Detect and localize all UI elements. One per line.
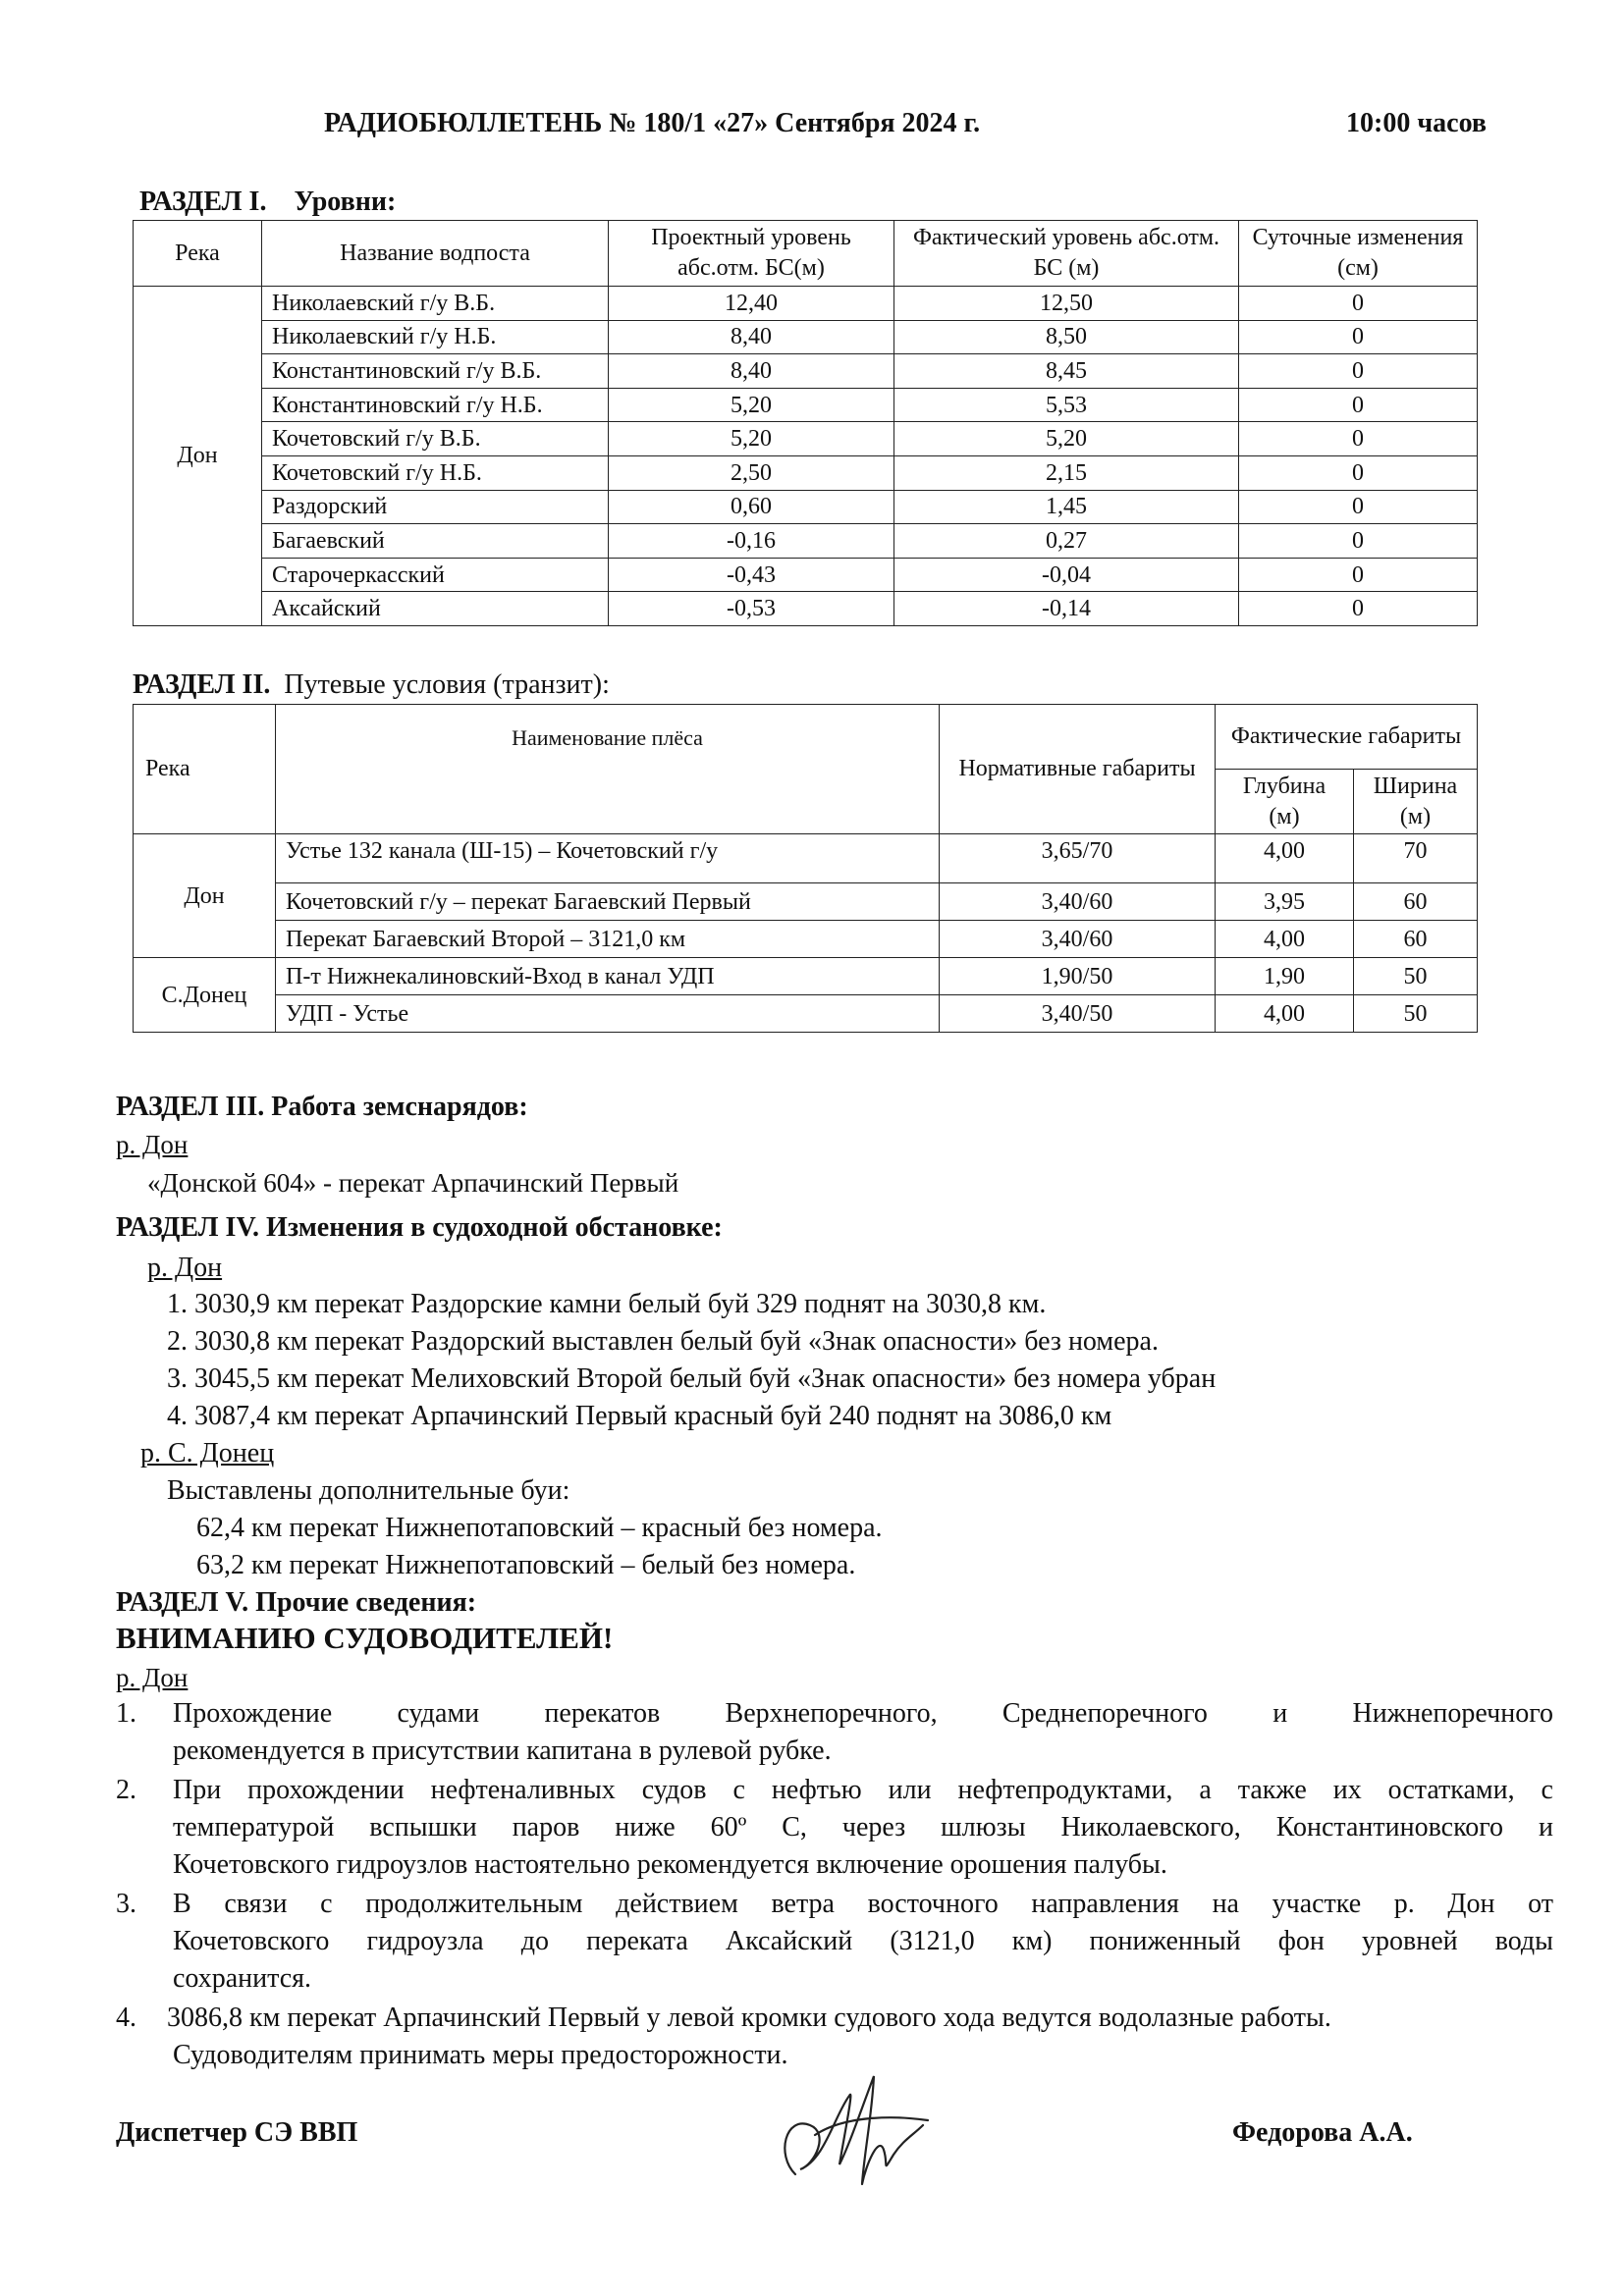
design-cell: 8,40: [609, 354, 894, 389]
design-cell: -0,16: [609, 524, 894, 559]
col-river: Река: [134, 221, 262, 287]
col-width: Ширина (м): [1354, 770, 1478, 834]
section4-item: 2. 3030,8 км перекат Раздорский выставлен белый буй «Знак опасности» без номера.: [167, 1326, 1159, 1357]
section2-title-rest: Путевые условия (транзит):: [284, 669, 610, 700]
actual-cell: 12,50: [894, 287, 1239, 321]
width-cell: 50: [1354, 958, 1478, 995]
section4-river-don: р. Дон: [147, 1253, 223, 1283]
route-conditions-table: [133, 704, 1478, 1033]
actual-cell: 8,50: [894, 320, 1239, 354]
width-cell: 50: [1354, 995, 1478, 1033]
notice-line: Кочетовского гидроузла до переката Аксайский (3121,0 км) пониженный фон уровней воды: [173, 1926, 1553, 1956]
post-cell: Раздорский: [262, 490, 609, 524]
depth-cell: 4,00: [1216, 834, 1354, 883]
actual-cell: -0,14: [894, 592, 1239, 626]
actual-cell: 8,45: [894, 354, 1239, 389]
col-design-level: Проектный уровень абс.отм. БС(м): [609, 221, 894, 287]
post-cell: Николаевский г/у В.Б.: [262, 287, 609, 321]
design-cell: -0,53: [609, 592, 894, 626]
change-cell: 0: [1239, 524, 1478, 559]
dispatcher-title: Диспетчер СЭ ВВП: [116, 2117, 358, 2148]
section4-donets-intro: Выставлены дополнительные буи:: [167, 1475, 570, 1506]
depth-cell: 3,95: [1216, 883, 1354, 921]
change-cell: 0: [1239, 388, 1478, 422]
col-reach: Наименование плёса: [276, 705, 940, 834]
depth-cell: 1,90: [1216, 958, 1354, 995]
section4-donets-item: 63,2 км перекат Нижнепотаповский – белый без номера.: [196, 1550, 856, 1580]
section4-item: 4. 3087,4 км перекат Арпачинский Первый красный буй 240 поднят на 3086,0 км: [167, 1401, 1112, 1431]
col-actual-level: Фактический уровень абс.отм. БС (м): [894, 221, 1239, 287]
col-post: Название водпоста: [262, 221, 609, 287]
norm-cell: 3,40/60: [940, 921, 1216, 958]
section4-title: РАЗДЕЛ IV. Изменения в судоходной обстановке:: [116, 1212, 723, 1243]
actual-cell: 5,20: [894, 422, 1239, 456]
section3-river: р. Дон: [116, 1130, 189, 1159]
norm-cell: 3,65/70: [940, 834, 1216, 883]
change-cell: 0: [1239, 558, 1478, 592]
table-header-row: [134, 705, 1478, 770]
river-cell: Дон: [134, 834, 276, 958]
signature-image: [756, 2056, 952, 2204]
design-cell: 12,40: [609, 287, 894, 321]
actual-cell: 5,53: [894, 388, 1239, 422]
notice-line: Судоводителям принимать меры предосторожности.: [173, 2040, 788, 2070]
section5-title: РАЗДЕЛ V. Прочие сведения:: [116, 1587, 477, 1618]
notice-line: рекомендуется в присутствии капитана в рулевой рубке.: [173, 1735, 832, 1766]
depth-cell: 4,00: [1216, 995, 1354, 1033]
section4-item: 1. 3030,9 км перекат Раздорские камни белый буй 329 поднят на 3030,8 км.: [167, 1289, 1047, 1319]
table-row: [134, 834, 1478, 883]
notice-line: В связи с продолжительным действием ветра восточного направления на участке р. Дон от: [173, 1889, 1553, 1919]
width-cell: 60: [1354, 921, 1478, 958]
design-cell: 0,60: [609, 490, 894, 524]
table-row: [134, 388, 1478, 422]
post-cell: Кочетовский г/у Н.Б.: [262, 455, 609, 490]
section5-river: р. Дон: [116, 1663, 189, 1692]
table-header-row: [134, 221, 1478, 287]
table-row: [134, 524, 1478, 559]
section4-donets-item: 62,4 км перекат Нижнепотаповский – красный без номера.: [196, 1513, 883, 1543]
actual-cell: -0,04: [894, 558, 1239, 592]
post-cell: Багаевский: [262, 524, 609, 559]
width-cell: 70: [1354, 834, 1478, 883]
col-actual: Фактические габариты: [1216, 705, 1478, 770]
norm-cell: 3,40/60: [940, 883, 1216, 921]
reach-cell: Устье 132 канала (Ш-15) – Кочетовский г/у: [276, 834, 940, 883]
notice-line: температурой вспышки паров ниже 60º С, через шлюзы Николаевского, Константиновского и: [173, 1812, 1553, 1842]
actual-cell: 1,45: [894, 490, 1239, 524]
col-daily-change: Суточные изменения (см): [1239, 221, 1478, 287]
item-number: 2.: [116, 1775, 136, 1805]
section1-title: РАЗДЕЛ I. Уровни:: [139, 187, 397, 217]
table-row: [134, 921, 1478, 958]
post-cell: Старочеркасский: [262, 558, 609, 592]
bulletin-title: РАДИОБЮЛЛЕТЕНЬ № 180/1 «27» Сентября 2024 г.: [324, 108, 981, 138]
reach-cell: П-т Нижнекалиновский-Вход в канал УДП: [276, 958, 940, 995]
notice-line: Прохождение судами перекатов Верхнепоречного, Среднепоречного и Нижнепоречного: [173, 1698, 1553, 1729]
post-cell: Кочетовский г/у В.Б.: [262, 422, 609, 456]
bulletin-time: 10:00 часов: [1346, 108, 1487, 138]
design-cell: 5,20: [609, 388, 894, 422]
table-row: [134, 287, 1478, 321]
item-number: 4.: [116, 2002, 136, 2033]
change-cell: 0: [1239, 592, 1478, 626]
table-row: [134, 422, 1478, 456]
depth-cell: 4,00: [1216, 921, 1354, 958]
table-row: [134, 592, 1478, 626]
table-row: [134, 995, 1478, 1033]
reach-cell: УДП - Устье: [276, 995, 940, 1033]
norm-cell: 1,90/50: [940, 958, 1216, 995]
reach-cell: Кочетовский г/у – перекат Багаевский Первый: [276, 883, 940, 921]
notice-line: 3086,8 км перекат Арпачинский Первый у левой кромки судового хода ведутся водолазные работы.: [167, 2002, 1331, 2033]
section4-river-donets: р. С. Донец: [140, 1438, 275, 1468]
actual-cell: 0,27: [894, 524, 1239, 559]
table-row: [134, 354, 1478, 389]
design-cell: 8,40: [609, 320, 894, 354]
table-row: [134, 490, 1478, 524]
col-norm: Нормативные габариты: [940, 705, 1216, 834]
design-cell: -0,43: [609, 558, 894, 592]
dispatcher-name: Федорова А.А.: [1232, 2117, 1413, 2148]
section2-title: [133, 669, 610, 701]
section3-title: РАЗДЕЛ III. Работа земснарядов:: [116, 1092, 528, 1122]
section4-item: 3. 3045,5 км перекат Мелиховский Второй белый буй «Знак опасности» без номера убран: [167, 1363, 1217, 1394]
norm-cell: 3,40/50: [940, 995, 1216, 1033]
table-row: [134, 455, 1478, 490]
table-row: [134, 320, 1478, 354]
levels-table: [133, 220, 1478, 626]
design-cell: 2,50: [609, 455, 894, 490]
post-cell: Константиновский г/у В.Б.: [262, 354, 609, 389]
change-cell: 0: [1239, 422, 1478, 456]
change-cell: 0: [1239, 455, 1478, 490]
actual-cell: 2,15: [894, 455, 1239, 490]
change-cell: 0: [1239, 320, 1478, 354]
post-cell: Николаевский г/у Н.Б.: [262, 320, 609, 354]
section2-title-bold: РАЗДЕЛ II.: [133, 669, 271, 700]
river-cell: С.Донец: [134, 958, 276, 1033]
post-cell: Аксайский: [262, 592, 609, 626]
table-row: [134, 958, 1478, 995]
post-cell: Константиновский г/у Н.Б.: [262, 388, 609, 422]
change-cell: 0: [1239, 490, 1478, 524]
change-cell: 0: [1239, 354, 1478, 389]
col-depth: Глубина (м): [1216, 770, 1354, 834]
design-cell: 5,20: [609, 422, 894, 456]
notice-line: При прохождении нефтеналивных судов с нефтью или нефтепродуктами, а также их остатками, с: [173, 1775, 1553, 1805]
attention-heading: ВНИМАНИЮ СУДОВОДИТЕЛЕЙ!: [116, 1621, 614, 1655]
change-cell: 0: [1239, 287, 1478, 321]
col-river: Река: [134, 705, 276, 834]
table-row: [134, 883, 1478, 921]
item-number: 3.: [116, 1889, 136, 1919]
item-number: 1.: [116, 1698, 136, 1729]
river-cell: Дон: [134, 287, 262, 626]
section3-dredger-line: «Донской 604» - перекат Арпачинский Первый: [147, 1168, 679, 1198]
width-cell: 60: [1354, 883, 1478, 921]
notice-line: сохранится.: [173, 1963, 312, 1994]
reach-cell: Перекат Багаевский Второй – 3121,0 км: [276, 921, 940, 958]
notice-line: Кочетовского гидроузлов настоятельно рекомендуется включение орошения палубы.: [173, 1849, 1167, 1880]
table-row: [134, 558, 1478, 592]
